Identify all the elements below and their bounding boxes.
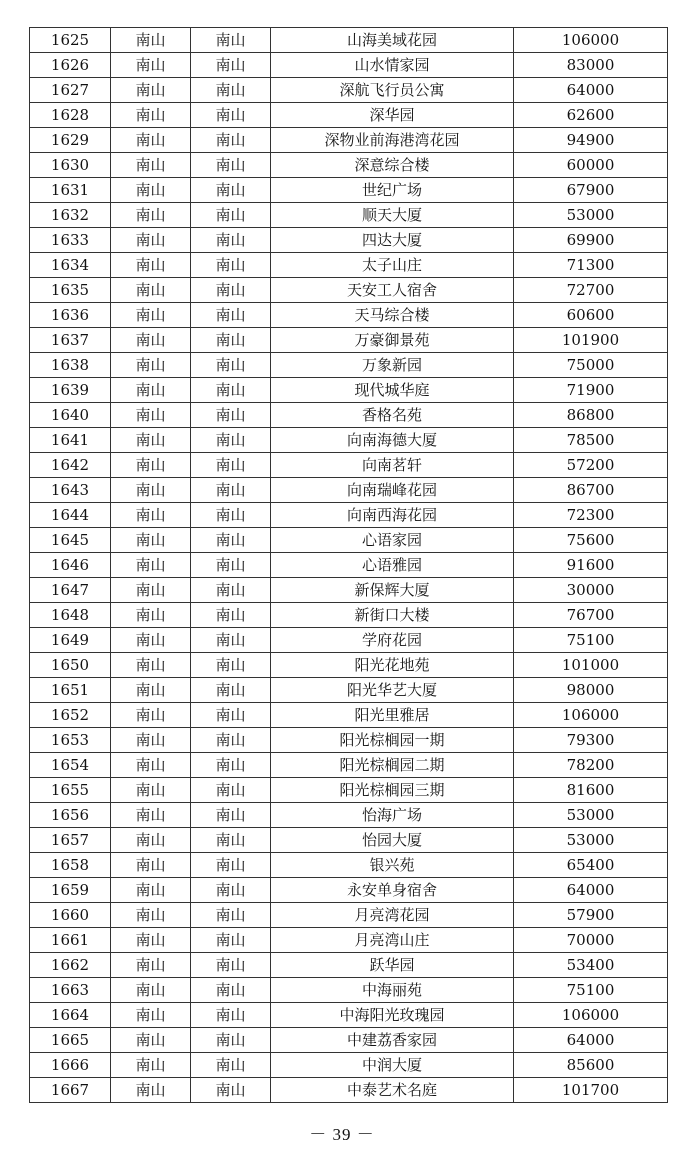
district-cell: 南山 (111, 178, 191, 203)
district-cell: 南山 (111, 1003, 191, 1028)
district-cell: 南山 (111, 728, 191, 753)
table-row (30, 428, 668, 453)
area-cell: 南山 (191, 228, 271, 253)
price-cell: 83000 (514, 53, 668, 78)
district-cell: 南山 (111, 578, 191, 603)
price-cell: 53000 (514, 828, 668, 853)
row-number-cell: 1659 (30, 878, 111, 903)
table-row (30, 353, 668, 378)
price-cell: 86700 (514, 478, 668, 503)
project-name-cell: 新街口大楼 (271, 603, 514, 628)
project-name-cell: 向南西海花园 (271, 503, 514, 528)
project-name-cell: 阳光花地苑 (271, 653, 514, 678)
area-cell: 南山 (191, 153, 271, 178)
row-number-cell: 1635 (30, 278, 111, 303)
price-cell: 94900 (514, 128, 668, 153)
project-name-cell: 深物业前海港湾花园 (271, 128, 514, 153)
row-number-cell: 1650 (30, 653, 111, 678)
price-cell: 91600 (514, 553, 668, 578)
area-cell: 南山 (191, 278, 271, 303)
price-cell: 75000 (514, 353, 668, 378)
row-number-cell: 1646 (30, 553, 111, 578)
row-number-cell: 1639 (30, 378, 111, 403)
row-number-cell: 1658 (30, 853, 111, 878)
row-number-cell: 1661 (30, 928, 111, 953)
table-row (30, 703, 668, 728)
price-cell: 64000 (514, 78, 668, 103)
table-row (30, 878, 668, 903)
project-name-cell: 心语家园 (271, 528, 514, 553)
row-number-cell: 1638 (30, 353, 111, 378)
district-cell: 南山 (111, 878, 191, 903)
district-cell: 南山 (111, 928, 191, 953)
area-cell: 南山 (191, 678, 271, 703)
row-number-cell: 1664 (30, 1003, 111, 1028)
row-number-cell: 1628 (30, 103, 111, 128)
district-cell: 南山 (111, 553, 191, 578)
district-cell: 南山 (111, 103, 191, 128)
project-name-cell: 中润大厦 (271, 1053, 514, 1078)
area-cell: 南山 (191, 128, 271, 153)
project-name-cell: 新保辉大厦 (271, 578, 514, 603)
district-cell: 南山 (111, 653, 191, 678)
table-row (30, 1003, 668, 1028)
price-cell: 65400 (514, 853, 668, 878)
district-cell: 南山 (111, 53, 191, 78)
district-cell: 南山 (111, 228, 191, 253)
price-cell: 71900 (514, 378, 668, 403)
project-name-cell: 深华园 (271, 103, 514, 128)
area-cell: 南山 (191, 103, 271, 128)
price-cell: 64000 (514, 878, 668, 903)
area-cell: 南山 (191, 603, 271, 628)
row-number-cell: 1642 (30, 453, 111, 478)
project-name-cell: 万象新园 (271, 353, 514, 378)
project-name-cell: 月亮湾花园 (271, 903, 514, 928)
district-cell: 南山 (111, 203, 191, 228)
project-name-cell: 四达大厦 (271, 228, 514, 253)
price-cell: 30000 (514, 578, 668, 603)
district-cell: 南山 (111, 353, 191, 378)
price-cell: 78500 (514, 428, 668, 453)
table-row (30, 1028, 668, 1053)
district-cell: 南山 (111, 953, 191, 978)
district-cell: 南山 (111, 628, 191, 653)
price-cell: 75100 (514, 978, 668, 1003)
table-row (30, 603, 668, 628)
row-number-cell: 1666 (30, 1053, 111, 1078)
area-cell: 南山 (191, 1028, 271, 1053)
area-cell: 南山 (191, 553, 271, 578)
table-row (30, 578, 668, 603)
project-name-cell: 山海美域花园 (271, 28, 514, 53)
table-row (30, 903, 668, 928)
price-cell: 76700 (514, 603, 668, 628)
price-cell: 71300 (514, 253, 668, 278)
table-row (30, 53, 668, 78)
project-name-cell: 中海阳光玫瑰园 (271, 1003, 514, 1028)
row-number-cell: 1630 (30, 153, 111, 178)
district-cell: 南山 (111, 128, 191, 153)
district-cell: 南山 (111, 453, 191, 478)
price-cell: 75100 (514, 628, 668, 653)
table-row (30, 1053, 668, 1078)
project-name-cell: 山水情家园 (271, 53, 514, 78)
price-cell: 57900 (514, 903, 668, 928)
district-cell: 南山 (111, 303, 191, 328)
table-row (30, 328, 668, 353)
area-cell: 南山 (191, 803, 271, 828)
project-name-cell: 向南瑞峰花园 (271, 478, 514, 503)
row-number-cell: 1649 (30, 628, 111, 653)
table-row (30, 278, 668, 303)
area-cell: 南山 (191, 828, 271, 853)
project-name-cell: 向南海德大厦 (271, 428, 514, 453)
price-cell: 57200 (514, 453, 668, 478)
project-name-cell: 心语雅园 (271, 553, 514, 578)
area-cell: 南山 (191, 303, 271, 328)
row-number-cell: 1667 (30, 1078, 111, 1103)
table-row (30, 778, 668, 803)
table-row (30, 1078, 668, 1103)
area-cell: 南山 (191, 628, 271, 653)
area-cell: 南山 (191, 728, 271, 753)
district-cell: 南山 (111, 828, 191, 853)
district-cell: 南山 (111, 803, 191, 828)
area-cell: 南山 (191, 478, 271, 503)
price-cell: 98000 (514, 678, 668, 703)
price-cell: 72300 (514, 503, 668, 528)
district-cell: 南山 (111, 503, 191, 528)
row-number-cell: 1655 (30, 778, 111, 803)
area-cell: 南山 (191, 403, 271, 428)
table-row (30, 378, 668, 403)
district-cell: 南山 (111, 978, 191, 1003)
price-cell: 53400 (514, 953, 668, 978)
row-number-cell: 1627 (30, 78, 111, 103)
table-row (30, 128, 668, 153)
area-cell: 南山 (191, 328, 271, 353)
row-number-cell: 1636 (30, 303, 111, 328)
row-number-cell: 1625 (30, 28, 111, 53)
row-number-cell: 1654 (30, 753, 111, 778)
row-number-cell: 1637 (30, 328, 111, 353)
price-cell: 60000 (514, 153, 668, 178)
project-name-cell: 万豪御景苑 (271, 328, 514, 353)
project-name-cell: 阳光棕榈园一期 (271, 728, 514, 753)
row-number-cell: 1651 (30, 678, 111, 703)
project-name-cell: 永安单身宿舍 (271, 878, 514, 903)
district-cell: 南山 (111, 753, 191, 778)
table-row (30, 828, 668, 853)
area-cell: 南山 (191, 28, 271, 53)
area-cell: 南山 (191, 978, 271, 1003)
price-cell: 64000 (514, 1028, 668, 1053)
table-row (30, 678, 668, 703)
project-name-cell: 学府花园 (271, 628, 514, 653)
area-cell: 南山 (191, 78, 271, 103)
district-cell: 南山 (111, 28, 191, 53)
row-number-cell: 1644 (30, 503, 111, 528)
area-cell: 南山 (191, 178, 271, 203)
row-number-cell: 1626 (30, 53, 111, 78)
area-cell: 南山 (191, 353, 271, 378)
price-cell: 81600 (514, 778, 668, 803)
project-name-cell: 香格名苑 (271, 403, 514, 428)
area-cell: 南山 (191, 453, 271, 478)
project-name-cell: 天马综合楼 (271, 303, 514, 328)
page-number: － 39 － (309, 1125, 375, 1144)
price-cell: 85600 (514, 1053, 668, 1078)
price-cell: 106000 (514, 1003, 668, 1028)
district-cell: 南山 (111, 903, 191, 928)
row-number-cell: 1643 (30, 478, 111, 503)
area-cell: 南山 (191, 753, 271, 778)
project-name-cell: 向南茗轩 (271, 453, 514, 478)
price-cell: 60600 (514, 303, 668, 328)
district-cell: 南山 (111, 678, 191, 703)
area-cell: 南山 (191, 578, 271, 603)
project-name-cell: 世纪广场 (271, 178, 514, 203)
district-cell: 南山 (111, 1028, 191, 1053)
area-cell: 南山 (191, 853, 271, 878)
table-row (30, 953, 668, 978)
table-row (30, 928, 668, 953)
table-row (30, 528, 668, 553)
row-number-cell: 1662 (30, 953, 111, 978)
district-cell: 南山 (111, 78, 191, 103)
district-cell: 南山 (111, 253, 191, 278)
area-cell: 南山 (191, 928, 271, 953)
area-cell: 南山 (191, 253, 271, 278)
district-cell: 南山 (111, 478, 191, 503)
project-name-cell: 深意综合楼 (271, 153, 514, 178)
price-cell: 72700 (514, 278, 668, 303)
price-cell: 106000 (514, 28, 668, 53)
table-row (30, 553, 668, 578)
district-cell: 南山 (111, 278, 191, 303)
row-number-cell: 1647 (30, 578, 111, 603)
table-row (30, 78, 668, 103)
project-name-cell: 太子山庄 (271, 253, 514, 278)
row-number-cell: 1660 (30, 903, 111, 928)
district-cell: 南山 (111, 703, 191, 728)
table-row (30, 403, 668, 428)
table-row (30, 253, 668, 278)
price-cell: 101000 (514, 653, 668, 678)
district-cell: 南山 (111, 528, 191, 553)
district-cell: 南山 (111, 153, 191, 178)
project-name-cell: 中建荔香家园 (271, 1028, 514, 1053)
area-cell: 南山 (191, 528, 271, 553)
row-number-cell: 1663 (30, 978, 111, 1003)
table-row (30, 453, 668, 478)
district-cell: 南山 (111, 603, 191, 628)
district-cell: 南山 (111, 428, 191, 453)
price-cell: 101700 (514, 1078, 668, 1103)
table-row (30, 303, 668, 328)
row-number-cell: 1640 (30, 403, 111, 428)
table-row (30, 503, 668, 528)
price-cell: 53000 (514, 803, 668, 828)
row-number-cell: 1634 (30, 253, 111, 278)
row-number-cell: 1631 (30, 178, 111, 203)
district-cell: 南山 (111, 378, 191, 403)
table-row (30, 28, 668, 53)
price-cell: 106000 (514, 703, 668, 728)
area-cell: 南山 (191, 203, 271, 228)
table-row (30, 628, 668, 653)
price-cell: 53000 (514, 203, 668, 228)
project-name-cell: 阳光里雅居 (271, 703, 514, 728)
project-name-cell: 中泰艺术名庭 (271, 1078, 514, 1103)
table-row (30, 728, 668, 753)
project-name-cell: 月亮湾山庄 (271, 928, 514, 953)
row-number-cell: 1653 (30, 728, 111, 753)
area-cell: 南山 (191, 503, 271, 528)
area-cell: 南山 (191, 953, 271, 978)
table-row (30, 978, 668, 1003)
table-row (30, 753, 668, 778)
price-cell: 79300 (514, 728, 668, 753)
project-name-cell: 深航飞行员公寓 (271, 78, 514, 103)
area-cell: 南山 (191, 428, 271, 453)
area-cell: 南山 (191, 1078, 271, 1103)
table-row (30, 178, 668, 203)
row-number-cell: 1648 (30, 603, 111, 628)
table-row (30, 803, 668, 828)
table-body (30, 28, 668, 1103)
price-cell: 86800 (514, 403, 668, 428)
project-name-cell: 阳光华艺大厦 (271, 678, 514, 703)
table-row (30, 153, 668, 178)
area-cell: 南山 (191, 1003, 271, 1028)
project-name-cell: 阳光棕榈园三期 (271, 778, 514, 803)
area-cell: 南山 (191, 778, 271, 803)
project-name-cell: 怡海广场 (271, 803, 514, 828)
area-cell: 南山 (191, 378, 271, 403)
price-cell: 101900 (514, 328, 668, 353)
area-cell: 南山 (191, 703, 271, 728)
price-cell: 70000 (514, 928, 668, 953)
table-row (30, 228, 668, 253)
row-number-cell: 1633 (30, 228, 111, 253)
area-cell: 南山 (191, 653, 271, 678)
project-name-cell: 阳光棕榈园二期 (271, 753, 514, 778)
project-name-cell: 跃华园 (271, 953, 514, 978)
price-cell: 78200 (514, 753, 668, 778)
row-number-cell: 1645 (30, 528, 111, 553)
table-row (30, 853, 668, 878)
district-cell: 南山 (111, 1078, 191, 1103)
row-number-cell: 1657 (30, 828, 111, 853)
project-name-cell: 银兴苑 (271, 853, 514, 878)
price-cell: 67900 (514, 178, 668, 203)
row-number-cell: 1652 (30, 703, 111, 728)
project-name-cell: 中海丽苑 (271, 978, 514, 1003)
row-number-cell: 1656 (30, 803, 111, 828)
district-cell: 南山 (111, 853, 191, 878)
area-cell: 南山 (191, 903, 271, 928)
project-name-cell: 顺天大厦 (271, 203, 514, 228)
area-cell: 南山 (191, 878, 271, 903)
district-cell: 南山 (111, 778, 191, 803)
project-name-cell: 现代城华庭 (271, 378, 514, 403)
row-number-cell: 1632 (30, 203, 111, 228)
row-number-cell: 1641 (30, 428, 111, 453)
row-number-cell: 1629 (30, 128, 111, 153)
price-table (29, 27, 668, 1103)
price-cell: 62600 (514, 103, 668, 128)
row-number-cell: 1665 (30, 1028, 111, 1053)
district-cell: 南山 (111, 328, 191, 353)
district-cell: 南山 (111, 1053, 191, 1078)
area-cell: 南山 (191, 53, 271, 78)
table-row (30, 478, 668, 503)
table-row (30, 203, 668, 228)
table-row (30, 103, 668, 128)
price-cell: 75600 (514, 528, 668, 553)
area-cell: 南山 (191, 1053, 271, 1078)
project-name-cell: 怡园大厦 (271, 828, 514, 853)
project-name-cell: 天安工人宿舍 (271, 278, 514, 303)
price-cell: 69900 (514, 228, 668, 253)
table-row (30, 653, 668, 678)
district-cell: 南山 (111, 403, 191, 428)
